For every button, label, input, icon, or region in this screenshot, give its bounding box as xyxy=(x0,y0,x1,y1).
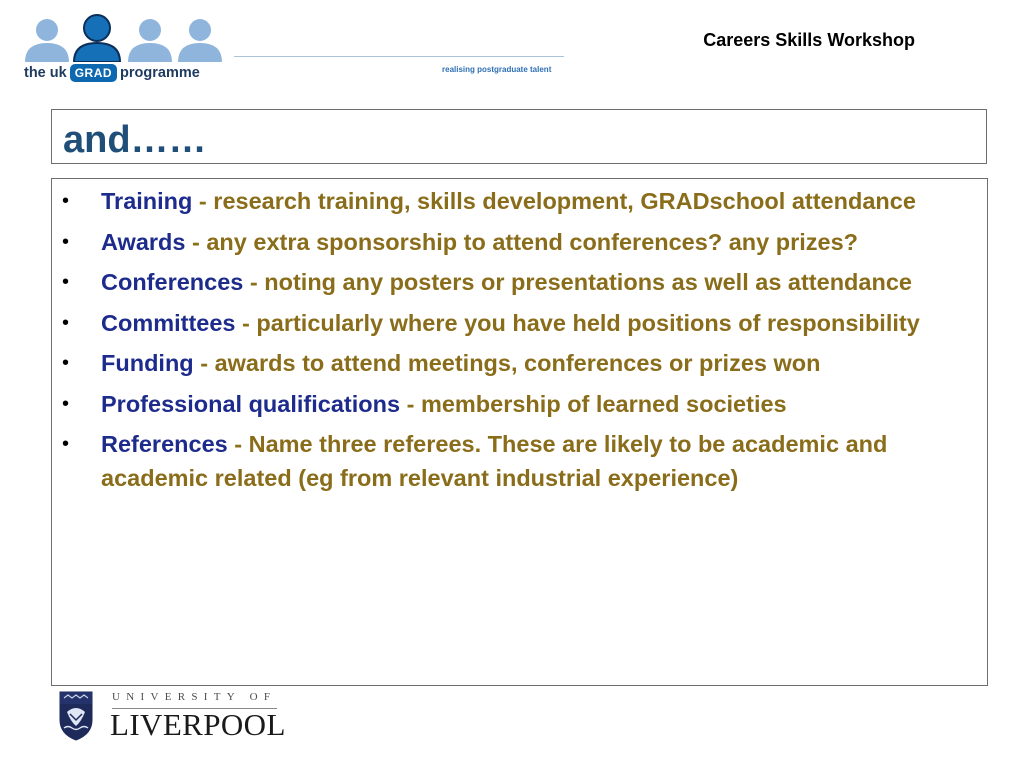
bullet-term: Awards xyxy=(101,228,186,255)
person-head-icon xyxy=(189,19,211,41)
list-item xyxy=(52,427,982,495)
bullet-icon: • xyxy=(62,433,70,455)
crest-icon xyxy=(58,690,94,742)
bullet-separator: - xyxy=(185,228,207,255)
content-box xyxy=(51,178,988,686)
university-label-upper: UNIVERSITY OF xyxy=(112,691,277,703)
person-head-icon xyxy=(84,15,110,41)
logo-tagline: realising postgraduate talent xyxy=(442,65,552,74)
title-box xyxy=(51,109,987,164)
bullet-separator: - xyxy=(243,269,265,295)
list-item xyxy=(52,306,982,340)
bullet-separator: - xyxy=(192,188,214,214)
university-logo xyxy=(58,688,298,746)
uk-grad-logo xyxy=(22,14,567,86)
workshop-title: Careers Skills Workshop xyxy=(703,30,915,50)
people-icon xyxy=(22,14,232,62)
list-item xyxy=(52,346,982,380)
bullet-term: Professional qualifications xyxy=(101,390,401,417)
list-item xyxy=(52,225,982,259)
bullet-description: awards to attend meetings, conferences or prizes won xyxy=(214,350,821,376)
bullet-description: Name three referees. These are likely to be academic and academic related (eg from relevant industrial experience) xyxy=(101,431,888,491)
bullet-separator: - xyxy=(400,390,421,417)
bullet-term: Training xyxy=(101,188,193,214)
bullet-description: particularly where you have held positions of responsibility xyxy=(256,309,920,336)
bullet-description: research training, skills development, GRADschool attendance xyxy=(213,188,916,214)
university-label-lower: LIVERPOOL xyxy=(110,707,286,742)
logo-prefix: the uk xyxy=(24,65,67,81)
slide-title: and…… xyxy=(63,119,207,161)
person-head-icon xyxy=(36,19,58,41)
bullet-icon: • xyxy=(62,392,70,415)
bullet-term: Committees xyxy=(101,309,236,336)
person-body-icon xyxy=(74,43,120,62)
logo-suffix: programme xyxy=(120,65,200,81)
bullet-icon: • xyxy=(62,352,70,374)
person-body-icon xyxy=(25,43,69,62)
bullet-term: Funding xyxy=(101,350,194,376)
list-item xyxy=(52,387,982,421)
bullet-separator: - xyxy=(193,350,215,376)
logo-divider xyxy=(234,56,564,57)
bullet-icon: • xyxy=(62,230,70,253)
bullet-term: Conferences xyxy=(101,269,244,295)
bullet-list xyxy=(52,184,982,502)
person-body-icon xyxy=(178,43,222,62)
bullet-description: any extra sponsorship to attend conferences? any prizes? xyxy=(206,228,859,255)
bullet-description: membership of learned societies xyxy=(420,390,787,417)
logo-badge: GRAD xyxy=(70,64,117,82)
bullet-separator: - xyxy=(235,309,257,336)
logo-wordmark xyxy=(24,62,200,84)
list-item xyxy=(52,184,982,218)
list-item xyxy=(52,265,982,299)
person-head-icon xyxy=(139,19,161,41)
bullet-icon: • xyxy=(62,311,70,334)
bullet-icon: • xyxy=(62,271,70,293)
bullet-description: noting any posters or presentations as well as attendance xyxy=(264,269,912,295)
bullet-icon: • xyxy=(62,190,70,212)
person-body-icon xyxy=(128,43,172,62)
bullet-separator: - xyxy=(227,431,249,457)
bullet-term: References xyxy=(101,431,228,457)
